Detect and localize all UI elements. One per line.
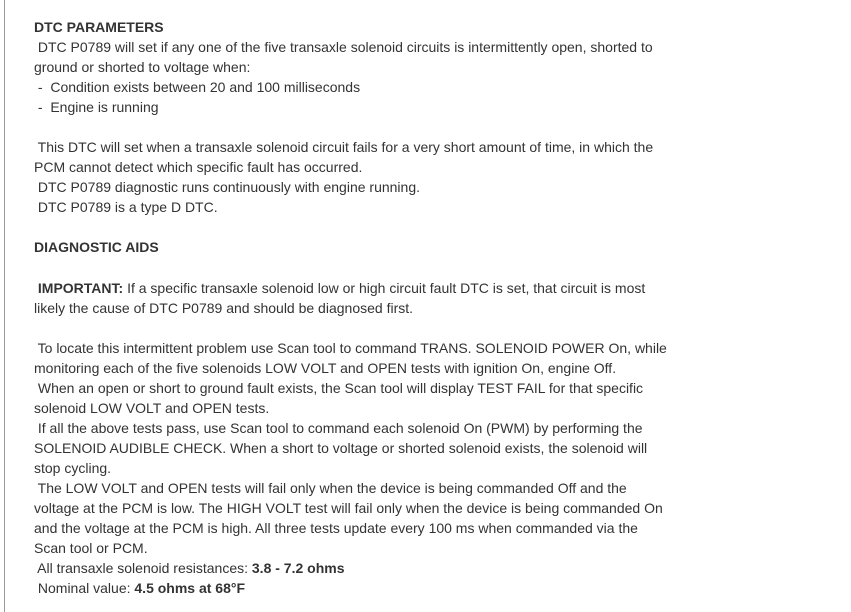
dtc-intro-line-2: ground or shorted to voltage when:: [34, 59, 251, 75]
dtc-para3: DTC P0789 diagnostic runs continuously with engine running.: [34, 179, 421, 195]
aid-line: SOLENOID AUDIBLE CHECK. When a short to voltage or shorted solenoid exists, the solenoid will: [34, 440, 648, 456]
nominal-value: 4.5 ohms at 68°F: [134, 580, 246, 596]
important-text: If a specific transaxle solenoid low or high circuit fault DTC is set, that circuit is most: [123, 280, 646, 296]
dtc-para4: DTC P0789 is a type D DTC.: [34, 199, 218, 215]
important-note-line-2: likely the cause of DTC P0789 and should be diagnosed first.: [34, 300, 414, 316]
aid-line: voltage at the PCM is low. The HIGH VOLT test will fail only when the device is being commanded On: [34, 500, 663, 516]
resistance-value: 3.8 - 7.2 ohms: [251, 560, 345, 576]
diagnostic-aids-heading: DIAGNOSTIC AIDS: [34, 239, 159, 255]
aid-line: The LOW VOLT and OPEN tests will fail only when the device is being commanded Off and the: [34, 480, 627, 496]
dtc-intro-line-1: DTC P0789 will set if any one of the five transaxle solenoid circuits is intermittently open, shorted to: [34, 39, 653, 55]
aid-line: If all the above tests pass, use Scan tool to command each solenoid On (PWM) by performing the: [34, 420, 643, 436]
important-note-line-1: [34, 278, 674, 298]
aid-line: To locate this intermittent problem use Scan tool to command TRANS. SOLENOID POWER On, while: [34, 340, 667, 356]
condition-item: - Engine is running: [34, 99, 159, 115]
important-label: IMPORTANT:: [37, 280, 124, 296]
resistance-line: [34, 558, 674, 578]
aid-line: monitoring each of the five solenoids LOW VOLT and OPEN tests with ignition On, engine Off.: [34, 360, 617, 376]
nominal-line: [34, 578, 674, 598]
dtc-para2-line-1: This DTC will set when a transaxle solenoid circuit fails for a very short amount of time, in which the: [34, 139, 654, 155]
document-body: [34, 17, 674, 598]
aid-line: and the voltage at the PCM is high. All three tests update every 100 ms when commanded via the: [34, 520, 638, 536]
nominal-label: Nominal value:: [34, 580, 135, 596]
dtc-parameters-heading: DTC PARAMETERS: [34, 19, 164, 35]
aid-line: Scan tool or PCM.: [34, 540, 148, 556]
aid-line: stop cycling.: [34, 460, 112, 476]
condition-item: - Condition exists between 20 and 100 milliseconds: [34, 79, 361, 95]
aid-line: When an open or short to ground fault exists, the Scan tool will display TEST FAIL for that specific: [34, 380, 644, 396]
dtc-para2-line-2: PCM cannot detect which specific fault has occurred.: [34, 159, 363, 175]
resistance-label: All transaxle solenoid resistances:: [34, 560, 252, 576]
left-border: [4, 0, 5, 612]
aid-line: solenoid LOW VOLT and OPEN tests.: [34, 400, 270, 416]
